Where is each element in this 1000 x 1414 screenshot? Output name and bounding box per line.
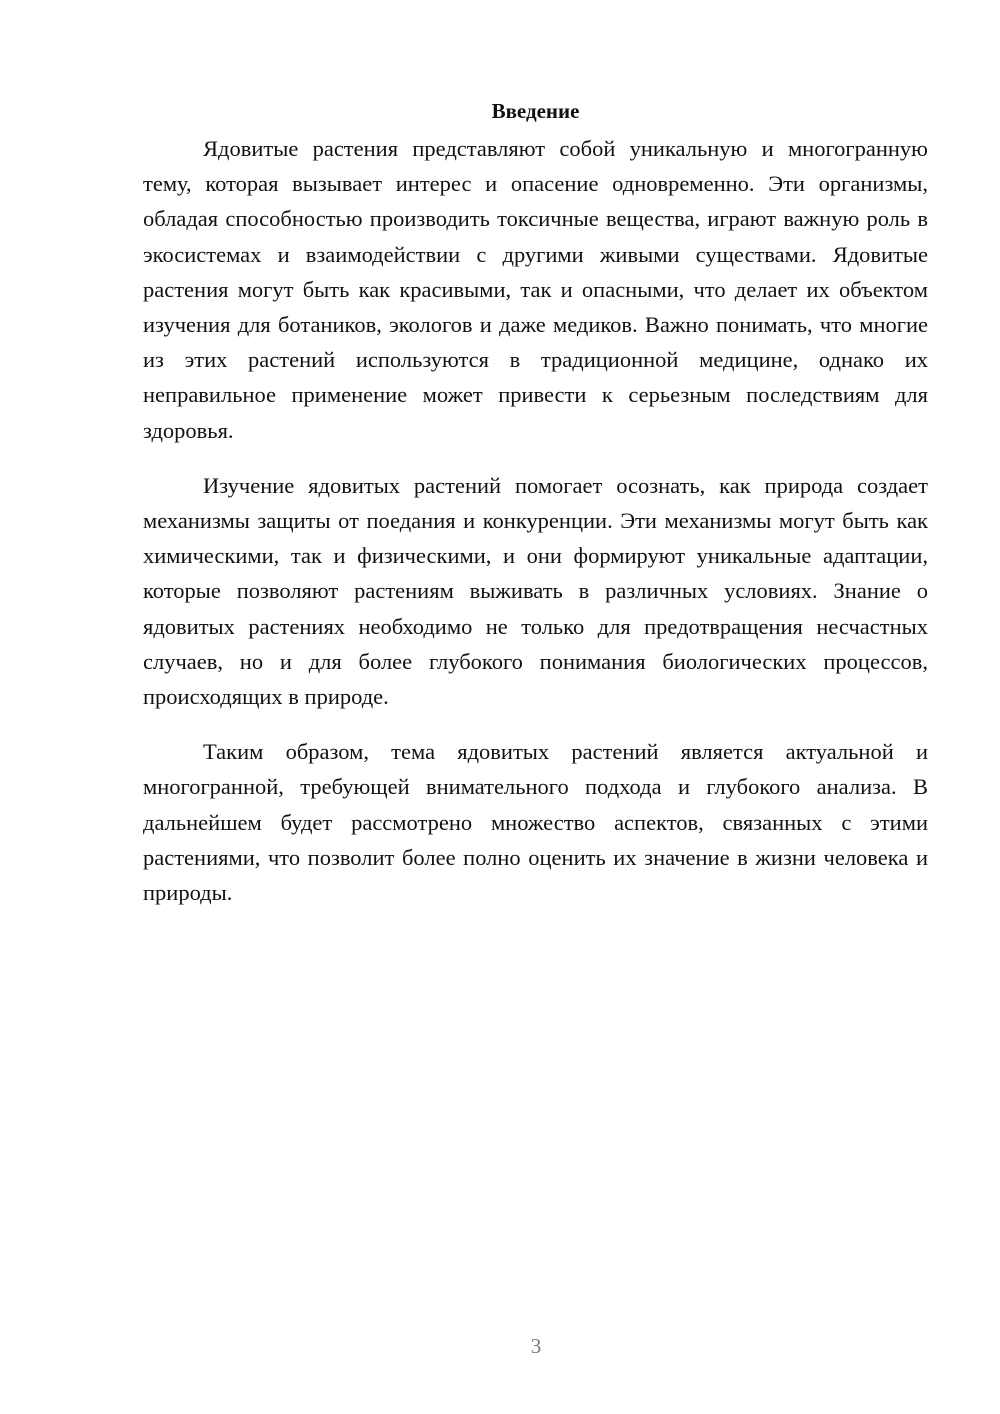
page-content [143,96,928,930]
paragraph-3: Таким образом, тема ядовитых растений является актуальной и многогранной, требующей внимательного подхода и глубокого анализа. В дальнейшем будет рассмотрено множество аспектов, связанных с этими растениями, что позволит более полно оценить их значение в жизни человека и природы. [143,739,928,906]
section-title: Введение [491,99,580,123]
paragraph-1: Ядовитые растения представляют собой уникальную и многогранную тему, которая вызывает интерес и опасение одновременно. Эти организмы, обладая способностью производить токсичные вещества, играют важную роль в экосистемах и взаимодействии с другими живыми существами. Ядовитые растения могут быть как красивыми, так и опасными, что делает их объектом изучения для ботаников, экологов и даже медиков. Важно понимать, что многие из этих растений используются в традиционной медицине, однако их неправильное применение может привести к серьезным последствиям для здоровья. [143,136,928,443]
paragraph-2: Изучение ядовитых растений помогает осознать, как природа создает механизмы защиты от поедания и конкуренции. Эти механизмы могут быть как химическими, так и физическими, и они формируют уникальные адаптации, которые позволяют растениям выживать в различных условиях. Знание о ядовитых растениях необходимо не только для предотвращения несчастных случаев, но и для более глубокого понимания биологических процессов, происходящих в природе. [143,472,928,710]
page-number: 3 [530,1334,542,1358]
